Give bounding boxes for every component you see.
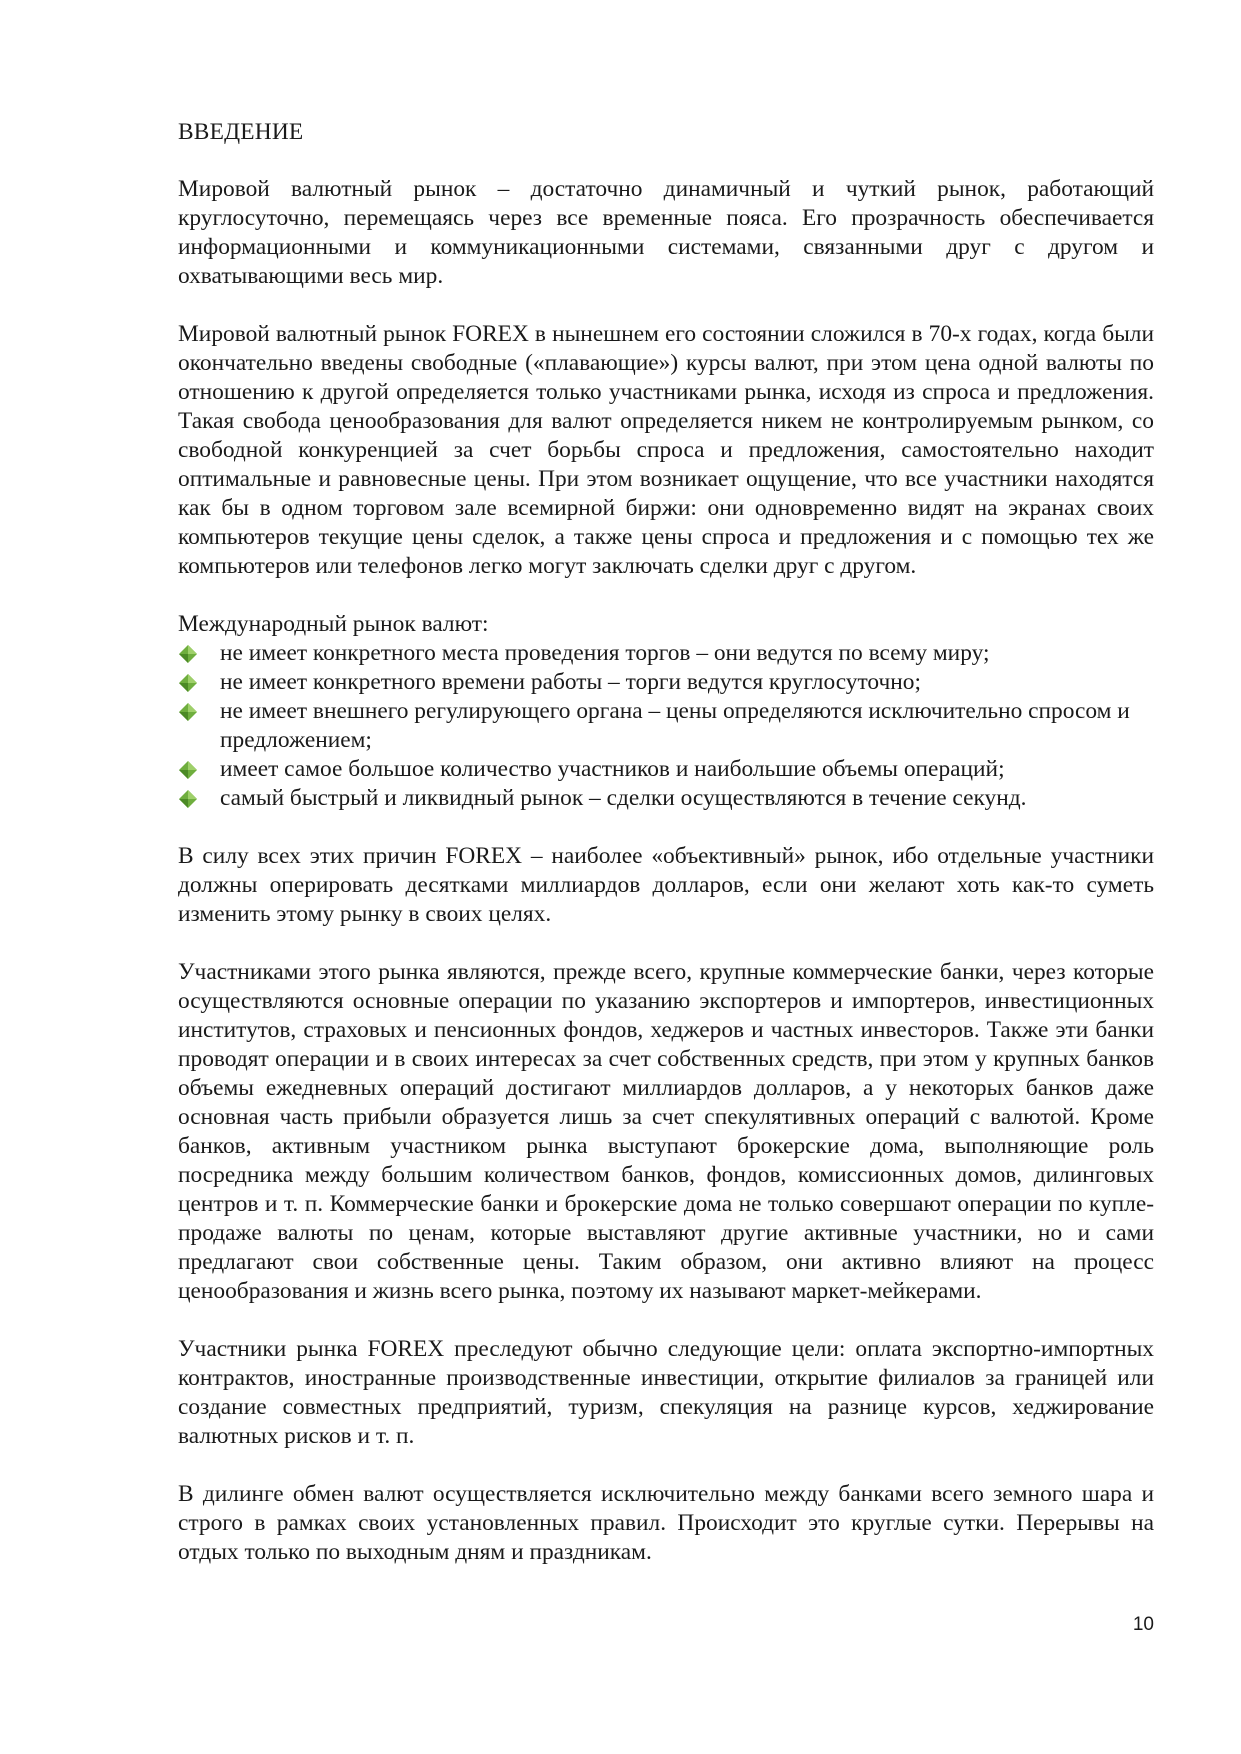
list-item-text: имеет самое большое количество участников и наибольшие объемы операций; — [220, 756, 1005, 782]
green-diamond-bullet-icon — [179, 674, 197, 692]
paragraph-dealing: В дилинге обмен валют осуществляется исключительно между банками всего земного шара и строго в рамках своих установленных правил. Происходит это круглые сутки. Перерывы на отдых только по выходным дням и праздникам. — [178, 1481, 1154, 1565]
green-diamond-bullet-icon — [179, 790, 197, 808]
paragraph-goals: Участники рынка FOREX преследуют обычно следующие цели: оплата экспортно-импортных контрактов, иностранные производственные инвестиции, открытие филиалов за границей или создание совместных предприятий, туризм, спекуляция на разнице курсов, хеджирование валютных рисков и т. п. — [178, 1336, 1154, 1449]
list-item — [178, 784, 1154, 813]
list-item — [178, 668, 1154, 697]
list-item-text: самый быстрый и ликвидный рынок – сделки осуществляются в течение секунд. — [220, 785, 1027, 811]
list-item — [178, 755, 1154, 784]
list-item — [178, 639, 1154, 668]
section-heading: ВВЕДЕНИЕ — [178, 119, 304, 145]
paragraph-forex-history: Мировой валютный рынок FOREX в нынешнем его состоянии сложился в 70-х годах, когда были окончательно введены свободные («плавающие») курсы валют, при этом цена одной валюты по отношению к другой определяется только участниками рынка, исходя из спроса и предложения. Такая свобода ценообразования для валют определяется никем не контролируемым рынком, со свободной конкуренцией за счет борьбы спроса и предложения, самостоятельно находит оптимальные и равновесные цены. При этом возникает ощущение, что все участники находятся как бы в одном торговом зале всемирной биржи: они одновременно видят на экранах своих компьютеров текущие цены сделок, а также цены спроса и предложения и с помощью тех же компьютеров или телефонов легко могут заключать сделки друг с другом. — [178, 321, 1154, 579]
green-diamond-bullet-icon — [179, 645, 197, 663]
list-item-text: не имеет конкретного времени работы – торги ведутся круглосуточно; — [220, 669, 921, 695]
list-intro: Международный рынок валют: — [178, 611, 489, 637]
paragraph-participants: Участниками этого рынка являются, прежде всего, крупные коммерческие банки, через которые осуществляются основные операции по указанию экспортеров и импортеров, инвестиционных институтов, страховых и пенсионных фондов, хеджеров и частных инвесторов. Также эти банки проводят операции и в своих интересах за счет собственных средств, при этом у крупных банков объемы ежедневных операций достигают миллиардов долларов, а у некоторых банков даже основная часть прибыли образуется лишь за счет спекулятивных операций с валютой. Кроме банков, активным участником рынка выступают брокерские дома, выполняющие роль посредника между большим количеством банков, фондов, комиссионных домов, дилинговых центров и т. п. Коммерческие банки и брокерские дома не только совершают операции по купле-продаже валюты по ценам, которые выставляют другие активные участники, но и сами предлагают свои собственные цены. Таким образом, они активно влияют на процесс ценообразования и жизнь всего рынка, поэтому их называют маркет-мейкерами. — [178, 959, 1154, 1304]
list-item-text: не имеет конкретного места проведения торгов – они ведутся по всему миру; — [220, 640, 990, 666]
paragraph-intro: Мировой валютный рынок – достаточно динамичный и чуткий рынок, работающий круглосуточно, перемещаясь через все временные пояса. Его прозрачность обеспечивается информационными и коммуникационными системами, связанными друг с другом и охватывающими весь мир. — [178, 176, 1154, 289]
paragraph-objective-market: В силу всех этих причин FOREX – наиболее «объективный» рынок, ибо отдельные участники должны оперировать десятками миллиардов долларов, если они желают хоть как-то суметь изменить этому рынку в своих целях. — [178, 843, 1154, 927]
list-item-text: не имеет внешнего регулирующего органа – цены определяются исключительно спросом и предложением; — [220, 698, 1130, 753]
document-page — [178, 118, 1154, 1596]
list-item — [178, 697, 1154, 755]
feature-list — [178, 639, 1154, 813]
green-diamond-bullet-icon — [179, 761, 197, 779]
green-diamond-bullet-icon — [179, 703, 197, 721]
page-number: 10 — [1132, 1614, 1154, 1635]
